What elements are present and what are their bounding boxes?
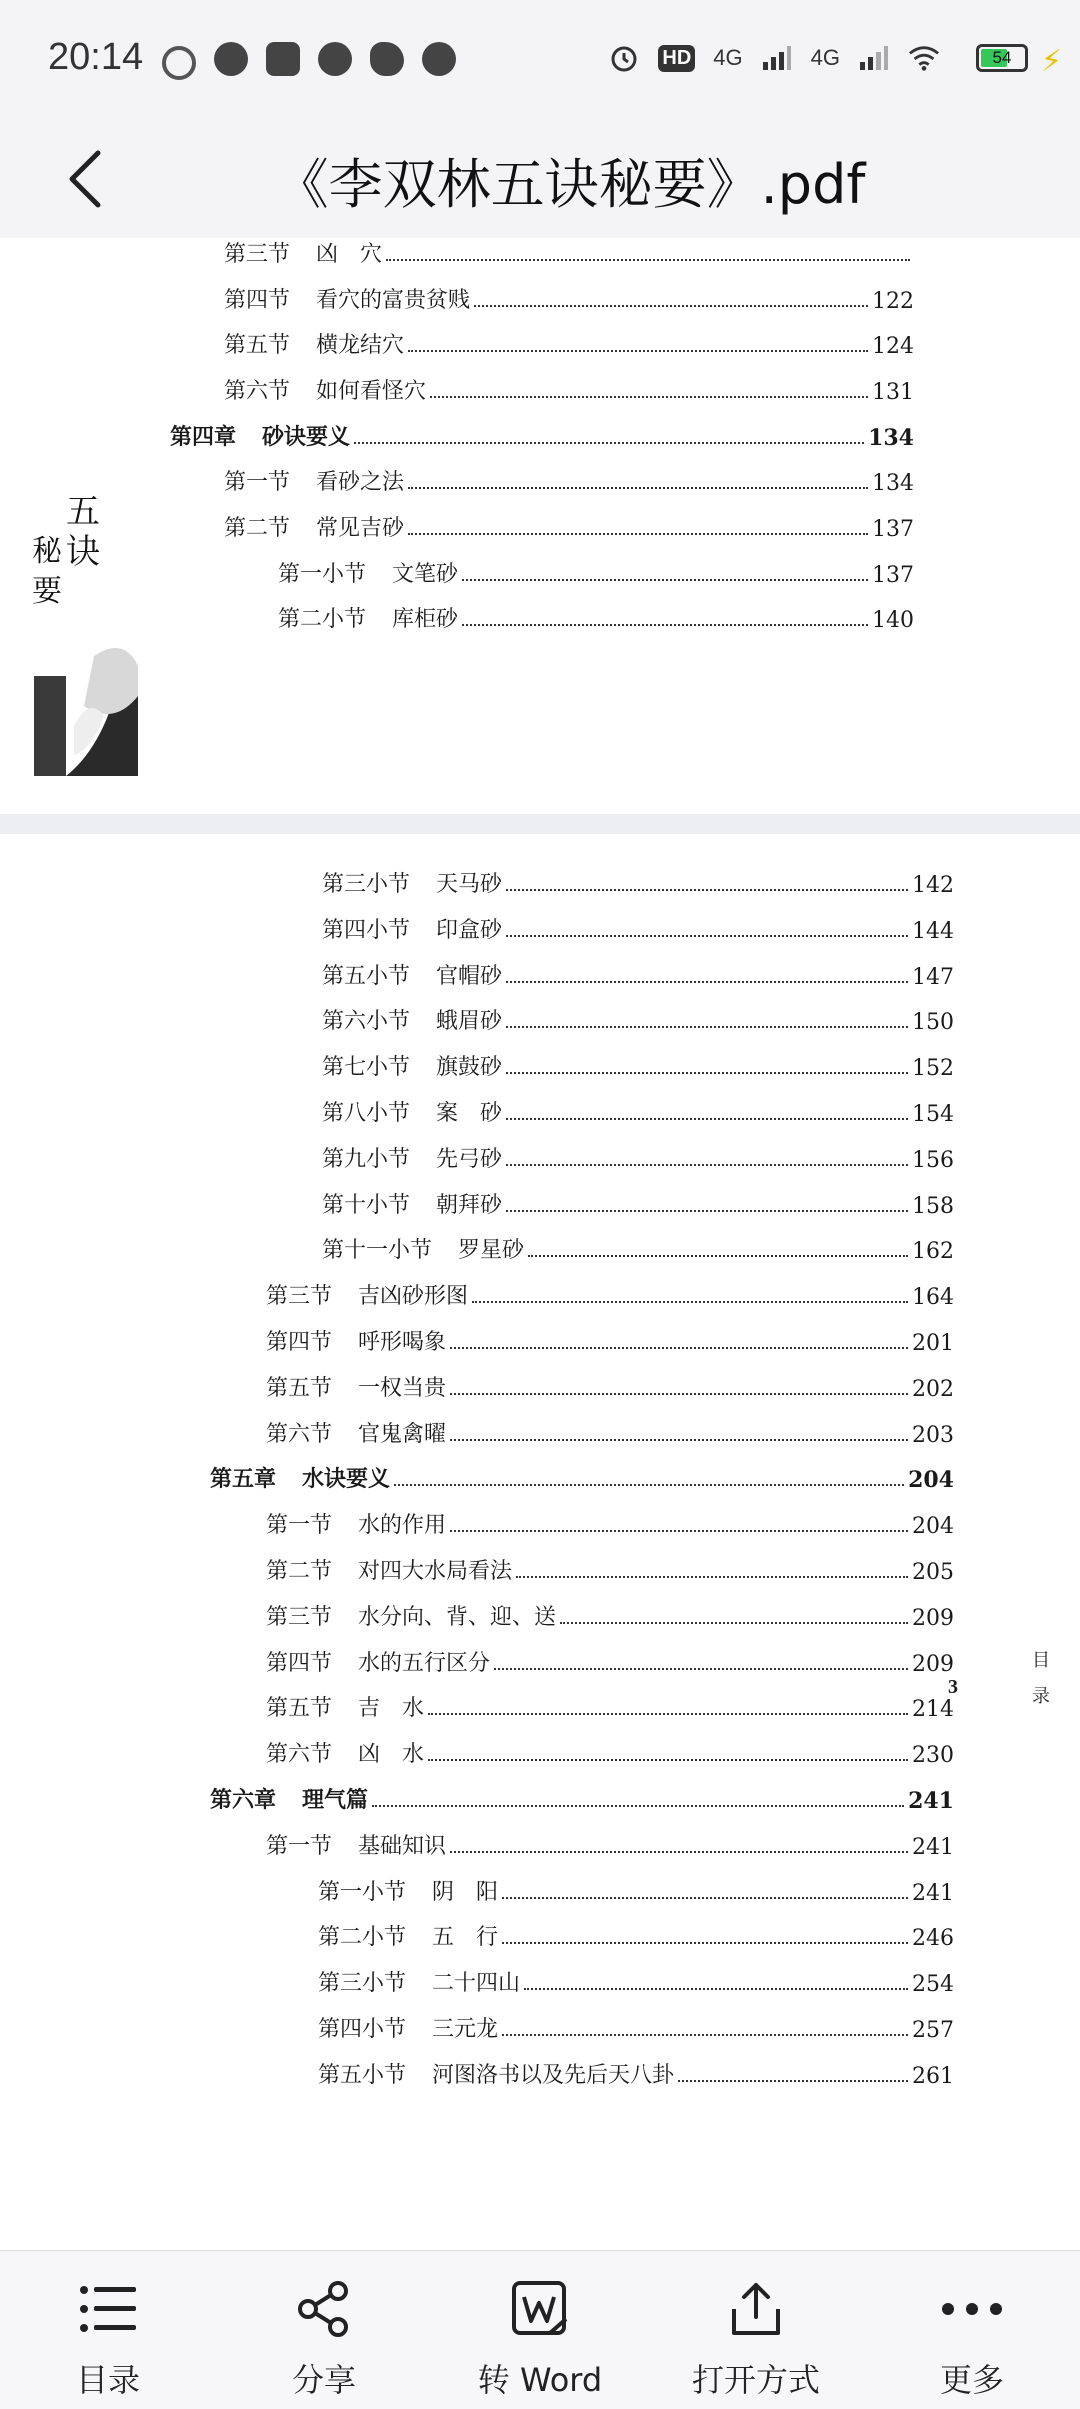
toc-entry[interactable]	[266, 1830, 954, 1860]
toc-entry-page: 134	[872, 471, 914, 496]
convert-word-button[interactable]	[432, 2251, 648, 2409]
toolbar-label: 分享	[291, 2361, 356, 2399]
toc-entry-page: 203	[912, 1422, 954, 1448]
toc-button[interactable]	[0, 2251, 216, 2409]
toc-leader-dots	[502, 2034, 908, 2036]
toc-entry-page: 154	[912, 1102, 954, 1127]
toc-entry-label: 第六节	[266, 1742, 333, 1768]
hd-icon: HD	[658, 45, 695, 72]
toc-leader-dots	[450, 1530, 908, 1532]
toolbar-label: 转 Word	[477, 2361, 603, 2399]
toc-leader-dots	[462, 579, 868, 581]
toc-leader-dots	[386, 259, 910, 261]
signal-icon	[761, 42, 793, 74]
pdf-page[interactable]	[0, 834, 1080, 2250]
toc-entry-title: 凶 水	[358, 1742, 425, 1768]
toc-entry-label: 第二小节	[318, 1925, 407, 1951]
toc-entry-title: 蛾眉砂	[436, 1009, 503, 1035]
toc-entry-page: 147	[912, 964, 954, 990]
toc-entry-page: 241	[912, 1880, 954, 1906]
toc-entry-page: 142	[912, 873, 954, 898]
toc-entry[interactable]	[322, 1143, 954, 1173]
toc-entry-page: 162	[912, 1239, 954, 1265]
toc-entry-label: 第二节	[266, 1559, 333, 1584]
toc-entry-label: 第三小节	[318, 1971, 407, 1997]
toc-entry-page: 241	[912, 1834, 954, 1860]
toc-entry[interactable]	[318, 2013, 954, 2043]
status-time: 20:14	[48, 36, 144, 78]
toc-leader-dots	[506, 1026, 908, 1028]
toc-entry-title: 呼形喝象	[358, 1330, 447, 1355]
toc-entry-label: 第六节	[266, 1421, 333, 1447]
document-title: 《李双林五诀秘要》.pdf	[274, 153, 866, 216]
toc-entry[interactable]	[318, 1876, 954, 1906]
toc-entry[interactable]	[322, 1005, 954, 1035]
toc-entry-title: 看穴的富贵贫贱	[316, 288, 471, 313]
toc-entry[interactable]	[322, 1234, 954, 1264]
toc-entry-title: 吉凶砂形图	[358, 1284, 469, 1310]
toc-entry-label: 第六节	[224, 379, 291, 404]
toc-entry[interactable]	[278, 603, 914, 633]
toc-leader-dots	[502, 1897, 908, 1899]
toc-leader-dots	[524, 1988, 908, 1990]
toc-entry[interactable]	[224, 284, 914, 314]
toc-entry-label: 第五节	[224, 333, 291, 358]
toc-leader-dots	[430, 396, 868, 398]
toc-entry-label: 第一小节	[318, 1879, 407, 1905]
app-notification-icon	[422, 42, 456, 76]
toc-entry-label: 第六小节	[322, 1009, 411, 1035]
toc-entry[interactable]	[224, 238, 914, 268]
toc-entry-title: 官鬼禽曜	[358, 1421, 447, 1447]
toc-entry-title: 水的五行区分	[358, 1650, 491, 1676]
app-notification-icon	[370, 42, 404, 76]
app-notification-icon	[162, 46, 196, 80]
toc-leader-dots	[506, 1210, 908, 1212]
toc-leader-dots	[408, 350, 868, 352]
toc-entry-label: 第一节	[266, 1833, 333, 1859]
toc-entry[interactable]	[266, 1647, 954, 1677]
toc-entry[interactable]	[322, 1189, 954, 1219]
toc-entry-title: 阴 阳	[432, 1879, 499, 1905]
alarm-icon	[608, 42, 640, 74]
toc-entry-label: 第四节	[224, 288, 291, 313]
toc-entry-title: 对四大水局看法	[358, 1559, 513, 1584]
toc-leader-dots	[408, 533, 868, 535]
toc-entry-page: 257	[912, 2018, 954, 2043]
toc-entry-page: 131	[872, 380, 914, 405]
toc-entry[interactable]	[318, 1921, 954, 1951]
toc-leader-dots	[494, 1668, 908, 1670]
toc-entry-title: 一权当贵	[358, 1375, 447, 1401]
charging-icon: ⚡	[1040, 44, 1062, 79]
pdf-viewer[interactable]	[0, 238, 1080, 2250]
toc-entry-page: 230	[912, 1743, 954, 1769]
toc-entry-label: 第四小节	[322, 917, 411, 943]
toc-entry-title: 文笔砂	[392, 562, 459, 587]
app-header	[0, 120, 1080, 238]
toc-entry-title: 水的作用	[358, 1513, 447, 1539]
toc-leader-dots	[528, 1255, 908, 1257]
toc-leader-dots	[428, 1713, 908, 1715]
toc-entry[interactable]	[266, 1280, 954, 1310]
toc-entry-label: 第五小节	[318, 2062, 407, 2088]
toc-entry[interactable]	[266, 1418, 954, 1448]
toc-entry-page: 246	[912, 1926, 954, 1952]
toc-entry-label: 第五节	[266, 1696, 333, 1722]
toc-entry-page: 150	[912, 1010, 954, 1036]
toc-entry-title: 库柜砂	[392, 607, 459, 632]
toc-leader-dots	[506, 1072, 908, 1074]
toc-leader-dots	[354, 442, 864, 444]
book-cover-image	[34, 636, 138, 776]
toc-entry-label: 第四节	[266, 1330, 333, 1355]
toc-entry[interactable]	[278, 558, 914, 588]
toc-entry-title: 看砂之法	[316, 470, 405, 495]
toc-leader-dots	[502, 1942, 908, 1944]
toc-entry-title: 案 砂	[436, 1101, 503, 1126]
toc-entry-page: 261	[912, 2063, 954, 2089]
toc-entry-page: 156	[912, 1147, 954, 1173]
toc-entry-page: 137	[872, 517, 914, 542]
toc-entry-label: 第八小节	[322, 1101, 411, 1126]
toc-entry-label: 第二节	[224, 516, 291, 541]
toc-entry-page: 158	[912, 1193, 954, 1219]
side-label: 录	[1032, 1686, 1050, 1707]
toc-entry-title: 旗鼓砂	[436, 1055, 503, 1081]
toc-leader-dots	[450, 1439, 908, 1441]
toc-entry-label: 第一节	[224, 470, 291, 495]
toc-leader-dots	[372, 1805, 904, 1807]
toc-entry[interactable]	[210, 1784, 954, 1814]
toc-entry-title: 罗星砂	[458, 1238, 525, 1264]
toc-entry[interactable]	[266, 1326, 954, 1356]
app-notification-icon	[214, 42, 248, 76]
toc-entry-title: 基础知识	[358, 1833, 447, 1859]
toc-entry[interactable]	[318, 2059, 954, 2089]
battery-level: 54	[992, 48, 1012, 67]
toc-leader-dots	[472, 1301, 908, 1303]
toc-entry-title: 天马砂	[436, 872, 503, 897]
toc-entry-label: 第二小节	[278, 607, 367, 632]
toc-entry-label: 第九小节	[322, 1146, 411, 1172]
toc-entry-title: 二十四山	[432, 1971, 521, 1997]
open-with-button[interactable]	[648, 2251, 864, 2409]
toc-entry-title: 砂诀要义	[262, 424, 351, 450]
toc-entry-page: 122	[872, 289, 914, 314]
toc-entry-label: 第一节	[266, 1513, 333, 1539]
toc-entry-page: 241	[908, 1788, 954, 1814]
toc-leader-dots	[462, 624, 868, 626]
share-button[interactable]	[216, 2251, 432, 2409]
toc-leader-dots	[516, 1576, 908, 1578]
toc-leader-dots	[560, 1622, 908, 1624]
notification-icons	[162, 42, 456, 80]
toc-entry[interactable]	[322, 1051, 954, 1081]
toc-entry-title: 朝拜砂	[436, 1192, 503, 1218]
toc-entry-page: 137	[872, 563, 914, 588]
toc-entry[interactable]	[224, 512, 914, 542]
toc-entry-title: 印盒砂	[436, 917, 503, 943]
toc-entry-page: 254	[912, 1972, 954, 1998]
toc-entry-title: 理气篇	[302, 1787, 369, 1813]
toc-entry[interactable]	[266, 1692, 954, 1722]
toc-leader-dots	[506, 889, 908, 891]
toc-entry[interactable]	[210, 1463, 954, 1493]
toc-entry[interactable]	[266, 1509, 954, 1539]
toc-entry-page: 164	[912, 1285, 954, 1311]
toc-leader-dots	[450, 1347, 908, 1349]
toc-entry-label: 第三节	[266, 1604, 333, 1630]
toc-leader-dots	[450, 1393, 908, 1395]
toc-entry-page: 152	[912, 1056, 954, 1082]
toc-leader-dots	[506, 1118, 908, 1120]
open-with-icon	[724, 2277, 788, 2341]
status-bar	[0, 0, 1080, 120]
app-notification-icon	[266, 42, 300, 76]
toc-entry-label: 第五小节	[322, 963, 411, 989]
toc-entry-title: 凶 穴	[316, 242, 383, 267]
toc-entry-label: 第七小节	[322, 1055, 411, 1081]
bottom-toolbar	[0, 2250, 1080, 2409]
toc-entry[interactable]	[266, 1372, 954, 1402]
toc-entry-page: 144	[912, 918, 954, 944]
toc-leader-dots	[506, 1164, 908, 1166]
toc-entry[interactable]	[224, 375, 914, 405]
toc-entry-label: 第五节	[266, 1375, 333, 1401]
signal-icon	[858, 42, 890, 74]
toc-entry-label: 第四章	[170, 424, 237, 450]
app-notification-icon	[318, 42, 352, 76]
word-icon	[508, 2277, 572, 2341]
back-button[interactable]	[54, 144, 114, 214]
toc-entry-label: 第四节	[266, 1650, 333, 1676]
toc-entry[interactable]	[224, 466, 914, 496]
signal-4g-label: 4G	[810, 45, 840, 70]
toolbar-label: 打开方式	[691, 2361, 820, 2399]
toc-entry[interactable]	[266, 1601, 954, 1631]
toc-leader-dots	[506, 935, 908, 937]
toc-entry-page: 204	[908, 1467, 954, 1494]
toc-leader-dots	[450, 1851, 908, 1853]
toc-entry-page: 205	[912, 1560, 954, 1585]
toc-entry-page: 202	[912, 1376, 954, 1402]
more-button[interactable]	[864, 2251, 1080, 2409]
toc-entry-label: 第五章	[210, 1466, 277, 1493]
toc-entry-page: 140	[872, 608, 914, 633]
toc-entry-page: 204	[912, 1514, 954, 1540]
status-indicators	[608, 42, 940, 74]
toc-entry[interactable]	[322, 960, 954, 990]
toc-entry-title: 三元龙	[432, 2017, 499, 2042]
toc-entry-label: 第三节	[266, 1284, 333, 1310]
toc-entry-label: 第十小节	[322, 1192, 411, 1218]
list-icon	[76, 2277, 140, 2341]
toc-entry-label: 第三节	[224, 242, 291, 267]
toc-entry-title: 水诀要义	[302, 1466, 391, 1493]
toc-entry-label: 第四小节	[318, 2017, 407, 2042]
toc-entry[interactable]	[318, 1967, 954, 1997]
toc-entry-page: 201	[912, 1331, 954, 1356]
spine-title: 五 诀 秘 要	[32, 492, 100, 609]
toc-entry-title: 水分向、背、迎、送	[358, 1604, 557, 1630]
toc-entry[interactable]	[266, 1738, 954, 1768]
toc-entry[interactable]	[322, 914, 954, 944]
toc-leader-dots	[678, 2080, 908, 2082]
battery-icon	[976, 44, 1028, 72]
toc-leader-dots	[408, 487, 868, 489]
toc-entry[interactable]	[224, 329, 914, 359]
toc-entry-label: 第十一小节	[322, 1238, 433, 1264]
toc-entry[interactable]	[322, 1097, 954, 1127]
toc-entry-page: 214	[912, 1697, 954, 1723]
page-number: 3	[948, 1676, 958, 1698]
toc-entry-title: 吉 水	[358, 1696, 425, 1722]
toc-entry-label: 第六章	[210, 1787, 277, 1813]
more-icon	[940, 2277, 1004, 2341]
toc-entry[interactable]	[322, 868, 954, 898]
toc-entry-title: 如何看怪穴	[316, 379, 427, 404]
signal-4g-label: 4G	[713, 45, 743, 70]
share-icon	[292, 2277, 356, 2341]
toc-entry-title: 常见吉砂	[316, 516, 405, 541]
toc-leader-dots	[474, 305, 868, 307]
wifi-icon	[908, 42, 940, 74]
toc-entry[interactable]	[170, 421, 914, 451]
toolbar-label: 目录	[75, 2361, 140, 2399]
toc-entry-page: 209	[912, 1651, 954, 1677]
toc-entry-page: 134	[868, 425, 914, 451]
toolbar-label: 更多	[939, 2361, 1004, 2399]
toc-entry-page: 124	[872, 334, 914, 359]
toc-entry[interactable]	[266, 1555, 954, 1585]
chevron-left-icon	[64, 149, 104, 209]
toc-entry-title: 横龙结穴	[316, 333, 405, 358]
toc-entry-label: 第一小节	[278, 562, 367, 587]
side-label: 目	[1032, 1650, 1050, 1671]
toc-leader-dots	[506, 981, 908, 983]
toc-entry-title: 五 行	[432, 1925, 499, 1951]
toc-entry-label: 第三小节	[322, 872, 411, 897]
toc-entry-page: 209	[912, 1605, 954, 1631]
pdf-page[interactable]	[0, 238, 1080, 814]
toc-leader-dots	[428, 1759, 908, 1761]
toc-entry-title: 官帽砂	[436, 963, 503, 989]
toc-entry-title: 河图洛书以及先后天八卦	[432, 2062, 675, 2088]
toc-entry-title: 先弓砂	[436, 1146, 503, 1172]
toc-leader-dots	[394, 1484, 904, 1486]
